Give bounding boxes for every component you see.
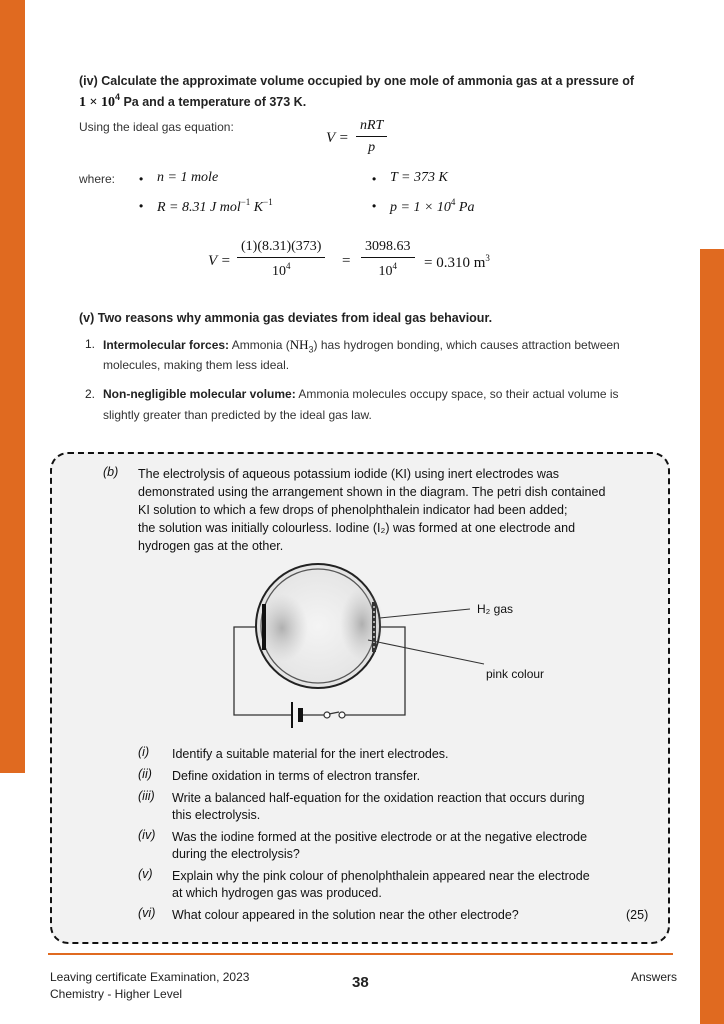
reason-1: Intermolecular forces: Ammonia $(NH_3)$ has hydrogen bonding, which causes attraction between — [103, 337, 620, 355]
subq-i: Identify a suitable material for the inert electrodes. — [172, 747, 449, 761]
left-accent-bar — [0, 0, 25, 773]
question-b-line4: the solution was initially colourless. Iodine (I₂) was formed at one electrode and — [138, 521, 576, 535]
right-accent-bar — [700, 249, 724, 1024]
question-b-line5: hydrogen gas at the other. — [138, 539, 284, 553]
h2-gas-label: H₂ gas — [477, 602, 514, 616]
subq-iv-number: (iv) — [138, 828, 156, 842]
reason-1-number: 1. — [85, 337, 96, 351]
reason-2-line2: slightly greater than predicted by the ideal gas law. — [103, 408, 372, 422]
bullet: • — [372, 199, 377, 213]
h2-leader-line — [380, 609, 470, 618]
reason-2-number: 2. — [85, 387, 96, 401]
question-b-line3: KI solution to which a few drops of phenolphthalein indicator had been added; — [138, 503, 568, 517]
part-v-heading: (v) Two reasons why ammonia gas deviates from ideal gas behaviour. — [79, 311, 493, 325]
bullet: • — [372, 172, 377, 186]
bullet: • — [139, 172, 144, 186]
left-electrode — [262, 604, 266, 650]
calc-fraction-2: $\frac{3098.63}{10^4}$ — [361, 239, 415, 280]
switch-lever — [329, 712, 339, 714]
reason-2: Non-negligible molecular volume: Ammonia molecules occupy space, so their actual volume is — [103, 387, 619, 401]
calc-result: = 0.310 $m^3$ — [424, 253, 490, 271]
calc-equals: = — [342, 253, 351, 269]
footer-section: Answers — [631, 970, 678, 984]
question-b-line1: The electrolysis of aqueous potassium iodide (KI) using inert electrodes was — [138, 467, 560, 481]
pink-cloud — [340, 588, 384, 660]
var-t: T = 373 K — [390, 170, 448, 185]
where-label: where: — [79, 172, 116, 186]
subq-vi: What colour appeared in the solution near the other electrode? — [172, 908, 519, 922]
page-number: 38 — [352, 974, 369, 991]
subq-iii: Write a balanced half-equation for the oxidation reaction that occurs during — [172, 791, 585, 805]
marks-total: (25) — [626, 908, 649, 922]
ideal-gas-intro: Using the ideal gas equation: — [79, 120, 234, 134]
var-p: $p = 1 \times 10^4$ Pa — [390, 197, 475, 215]
question-b-line2: demonstrated using the arrangement shown in the diagram. The petri dish contained — [138, 485, 606, 499]
subq-v-number: (v) — [138, 867, 153, 881]
formula-fraction: nRT p — [356, 118, 387, 156]
footer-subject: Chemistry - Higher Level — [50, 987, 183, 1001]
reason-1-line2: molecules, making them less ideal. — [103, 358, 290, 372]
calc-lhs: V = — [208, 253, 231, 269]
var-r: R = 8.31 J mol$^{-1}$ $K^{-1}$ — [157, 197, 273, 215]
part-iv-heading: (iv) Calculate the approximate volume occupied by one mole of ammonia gas at a pressure of — [79, 74, 635, 88]
subq-v: Explain why the pink colour of phenolphthalein appeared near the electrode — [172, 869, 590, 883]
subq-ii: Define oxidation in terms of electron transfer. — [172, 769, 421, 783]
var-n: n = 1 mole — [157, 170, 219, 185]
switch-contact — [324, 712, 330, 718]
pink-colour-label: pink colour — [486, 667, 545, 681]
subq-iv-line2: during the electrolysis? — [172, 847, 300, 861]
calc-fraction-1: $\frac{(1)(8.31)(373)}{10^4}$ — [237, 239, 325, 280]
battery-cell — [298, 708, 303, 722]
part-iv-heading-line2: $1 \times 10^4$ Pa and a temperature of 373 K. — [79, 92, 307, 110]
footer-exam-title: Leaving certificate Examination, 2023 — [50, 970, 250, 984]
formula-lhs: V = — [326, 130, 349, 146]
pink-leader-line — [368, 640, 484, 664]
subq-vi-number: (vi) — [138, 906, 156, 920]
electrolysis-diagram — [220, 560, 560, 730]
subq-iii-number: (iii) — [138, 789, 155, 803]
question-b-label: (b) — [103, 465, 119, 479]
subq-v-line2: at which hydrogen gas was produced. — [172, 886, 382, 900]
subq-iv: Was the iodine formed at the positive electrode or at the negative electrode — [172, 830, 588, 844]
subq-ii-number: (ii) — [138, 767, 152, 781]
subq-i-number: (i) — [138, 745, 150, 759]
footer-rule — [48, 953, 673, 955]
bullet: • — [139, 199, 144, 213]
switch-contact — [339, 712, 345, 718]
subq-iii-line2: this electrolysis. — [172, 808, 261, 822]
